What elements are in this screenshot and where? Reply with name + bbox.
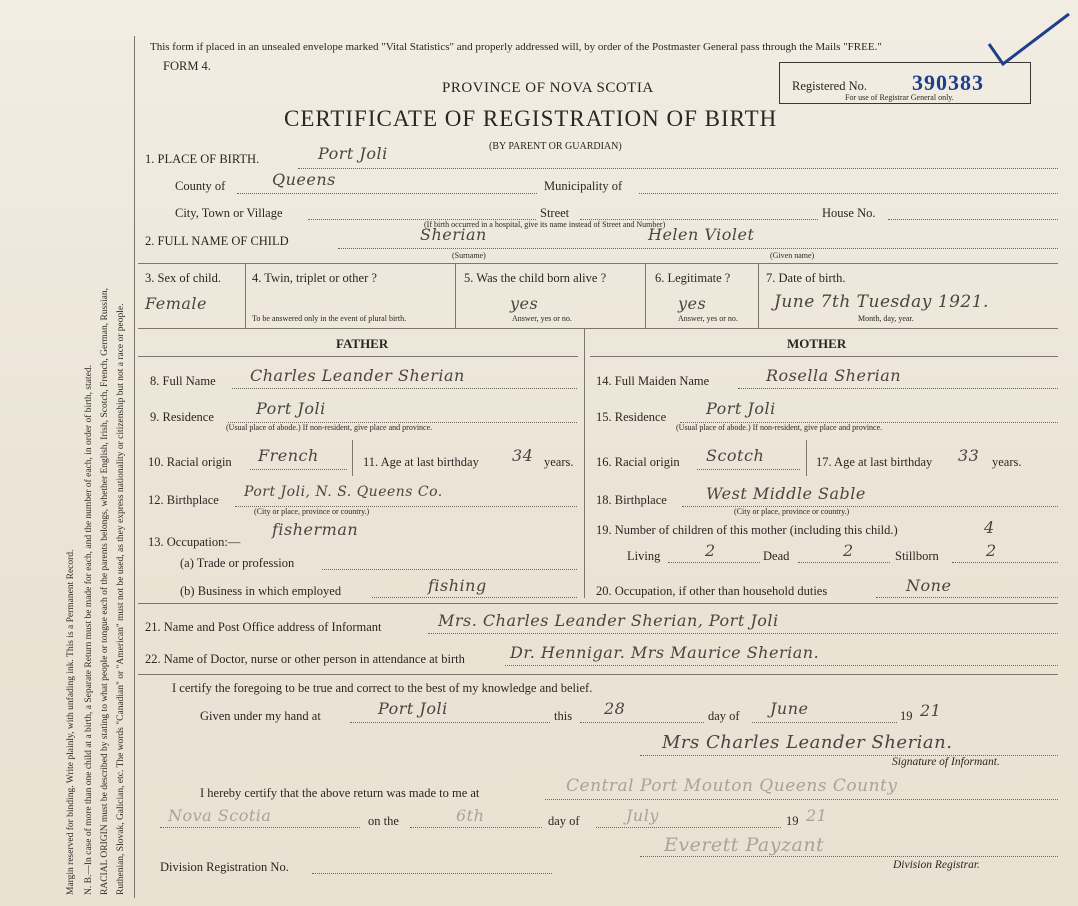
- father-years-label: years.: [544, 455, 574, 469]
- child-given-name: Helen Violet: [648, 225, 755, 244]
- county-label: County of: [175, 179, 226, 193]
- mother-birthplace-label: 18. Birthplace: [596, 493, 667, 507]
- given-place-value: Port Joli: [378, 699, 448, 718]
- mother-birthplace-value: West Middle Sable: [706, 484, 866, 503]
- house-line: [888, 219, 1058, 220]
- registrar-place-value: Central Port Mouton Queens County: [566, 776, 898, 796]
- living-value: 2: [705, 541, 716, 560]
- registrar-note: For use of Registrar General only.: [845, 93, 954, 102]
- form-number: FORM 4.: [163, 59, 211, 73]
- business-value: fishing: [428, 576, 487, 595]
- doctor-value: Dr. Hennigar. Mrs Maurice Sherian.: [510, 643, 820, 662]
- municipality-label: Municipality of: [544, 179, 623, 193]
- father-age-label: 11. Age at last birthday: [363, 455, 479, 469]
- given-day-value: 28: [604, 699, 626, 718]
- place-label: 1. PLACE OF BIRTH.: [145, 152, 260, 166]
- registrar-day-of-label: day of: [548, 814, 580, 828]
- informant-value: Mrs. Charles Leander Sherian, Port Joli: [438, 611, 779, 630]
- signature-caption: Signature of Informant.: [892, 756, 1000, 768]
- business-label: (b) Business in which employed: [180, 584, 342, 598]
- row3-bottom-rule: [138, 328, 1058, 329]
- alive-value: yes: [510, 294, 539, 313]
- father-racial-value: French: [258, 446, 319, 465]
- mother-age-value: 33: [958, 446, 980, 465]
- registered-number: 390383: [912, 70, 984, 95]
- place-line: [298, 168, 1058, 169]
- living-label: Living: [627, 549, 661, 563]
- mother-heading: MOTHER: [787, 336, 847, 351]
- registrar-province-value: Nova Scotia: [168, 806, 272, 825]
- father-birthplace-note: (City or place, province or country.): [254, 507, 370, 516]
- registrar-year-prefix: 19: [786, 814, 799, 828]
- registrar-on-the-label: on the: [368, 814, 399, 828]
- county-line: [237, 193, 537, 194]
- street-label: Street: [540, 206, 570, 220]
- trade-label: (a) Trade or profession: [180, 556, 295, 570]
- check-mark-icon: [985, 8, 1075, 78]
- place-value: Port Joli: [318, 144, 388, 163]
- registrar-day-value: 6th: [456, 806, 485, 825]
- given-caption: (Given name): [770, 251, 815, 260]
- mother-racial-value: Scotch: [706, 446, 765, 465]
- margin-note-2: N. B.—In case of more than one child at a birth, a Separate Return must be made for each, and the number of each, in order of birth, stated.: [84, 365, 94, 895]
- father-residence-label: 9. Residence: [150, 410, 214, 424]
- father-age-value: 34: [512, 446, 534, 465]
- mother-name-value: Rosella Sherian: [766, 366, 902, 385]
- given-day-of-label: day of: [708, 709, 740, 723]
- legitimate-value: yes: [678, 294, 707, 313]
- stillborn-value: 2: [986, 541, 997, 560]
- dead-value: 2: [843, 541, 854, 560]
- mother-racial-label: 16. Racial origin: [596, 455, 680, 469]
- mother-years-label: years.: [992, 455, 1022, 469]
- division-reg-label: Division Registration No.: [160, 860, 289, 874]
- mother-birthplace-note: (City or place, province or country.): [734, 507, 850, 516]
- province-heading: PROVINCE OF NOVA SCOTIA: [442, 80, 654, 96]
- dob-note: Month, day, year.: [858, 314, 914, 323]
- alive-label: 5. Was the child born alive ?: [464, 271, 607, 285]
- margin-rule: [134, 36, 135, 898]
- mother-age-label: 17. Age at last birthday: [816, 455, 933, 469]
- city-label: City, Town or Village: [175, 206, 283, 220]
- mother-occupation-label: 20. Occupation, if other than household duties: [596, 584, 828, 598]
- county-value: Queens: [272, 170, 336, 189]
- registrar-signature: Everett Payzant: [664, 834, 825, 856]
- informant-signature: Mrs Charles Leander Sherian.: [662, 732, 953, 753]
- margin-note-1: Margin reserved for binding. Write plainly, with unfading ink. This is a Permanent Record.: [66, 549, 76, 895]
- informant-label: 21. Name and Post Office address of Informant: [145, 620, 382, 634]
- sex-value: Female: [145, 294, 207, 313]
- dob-label: 7. Date of birth.: [766, 271, 846, 285]
- doctor-label: 22. Name of Doctor, nurse or other person in attendance at birth: [145, 652, 465, 666]
- dob-value: June 7th Tuesday 1921.: [774, 292, 989, 312]
- stillborn-label: Stillborn: [895, 549, 939, 563]
- child-name-label: 2. FULL NAME OF CHILD: [145, 234, 289, 248]
- mother-residence-note: (Usual place of abode.) If non-resident, give place and province.: [676, 423, 883, 432]
- father-name-label: 8. Full Name: [150, 374, 216, 388]
- certificate-title: CERTIFICATE OF REGISTRATION OF BIRTH: [284, 106, 778, 131]
- dead-label: Dead: [763, 549, 790, 563]
- registrar-year-value: 21: [806, 806, 828, 825]
- mother-occupation-value: None: [906, 576, 952, 595]
- surname-caption: (Surname): [452, 251, 486, 260]
- twin-label: 4. Twin, triplet or other ?: [252, 271, 377, 285]
- margin-note-4: Ruthenian, Slovak, Galician, etc. The words "Canadian" or "American" must not be used, as they express nationality or citizenship but not a race or people.: [116, 303, 126, 895]
- father-occupation-value: fisherman: [272, 520, 359, 539]
- given-under-label: Given under my hand at: [200, 709, 321, 723]
- alive-note: Answer, yes or no.: [512, 314, 572, 323]
- legitimate-note: Answer, yes or no.: [678, 314, 738, 323]
- father-residence-note: (Usual place of abode.) If non-resident, give place and province.: [226, 423, 433, 432]
- house-label: House No.: [822, 206, 876, 220]
- mother-name-label: 14. Full Maiden Name: [596, 374, 710, 388]
- father-occupation-label: 13. Occupation:—: [148, 535, 241, 549]
- father-birthplace-value: Port Joli, N. S. Queens Co.: [244, 484, 443, 500]
- mail-notice: This form if placed in an unsealed envelope marked "Vital Statistics" and properly addressed will, by order of the Postmaster General pass through the Mails "FREE.": [150, 41, 882, 53]
- registrar-month-value: July: [626, 806, 659, 825]
- father-residence-value: Port Joli: [256, 399, 326, 418]
- row3-top-rule: [138, 263, 1058, 264]
- certify-text: I certify the foregoing to be true and correct to the best of my knowledge and belief.: [172, 681, 593, 695]
- division-registrar-caption: Division Registrar.: [893, 859, 980, 871]
- certificate-subtitle: (BY PARENT OR GUARDIAN): [489, 141, 622, 152]
- municipality-line: [639, 193, 1058, 194]
- father-birthplace-label: 12. Birthplace: [148, 493, 219, 507]
- legitimate-label: 6. Legitimate ?: [655, 271, 731, 285]
- hospital-note: (If birth occurred in a hospital, give its name instead of Street and Number): [424, 220, 666, 229]
- sex-label: 3. Sex of child.: [145, 271, 222, 285]
- this-label: this: [554, 709, 573, 723]
- given-year-prefix: 19: [900, 709, 913, 723]
- father-racial-label: 10. Racial origin: [148, 455, 232, 469]
- margin-note-3: RACIAL ORIGIN must be described by stating to what people or tongue each of the parents belongs, whether English, Irish, Scotch, French, German, Russian,: [100, 288, 110, 895]
- father-heading: FATHER: [336, 336, 389, 351]
- mother-residence-label: 15. Residence: [596, 410, 667, 424]
- father-name-value: Charles Leander Sherian: [250, 366, 465, 385]
- children-count-value: 4: [984, 518, 995, 537]
- child-surname: Sherian: [420, 225, 487, 244]
- registrar-text: I hereby certify that the above return was made to me at: [200, 786, 480, 800]
- given-month-value: June: [770, 699, 809, 718]
- child-name-line: [338, 248, 1058, 249]
- registered-label: Registered No.: [792, 79, 867, 93]
- mother-residence-value: Port Joli: [706, 399, 776, 418]
- given-year-value: 21: [920, 701, 942, 720]
- twin-note: To be answered only in the event of plural birth.: [252, 314, 407, 323]
- children-count-label: 19. Number of children of this mother (including this child.): [596, 523, 898, 537]
